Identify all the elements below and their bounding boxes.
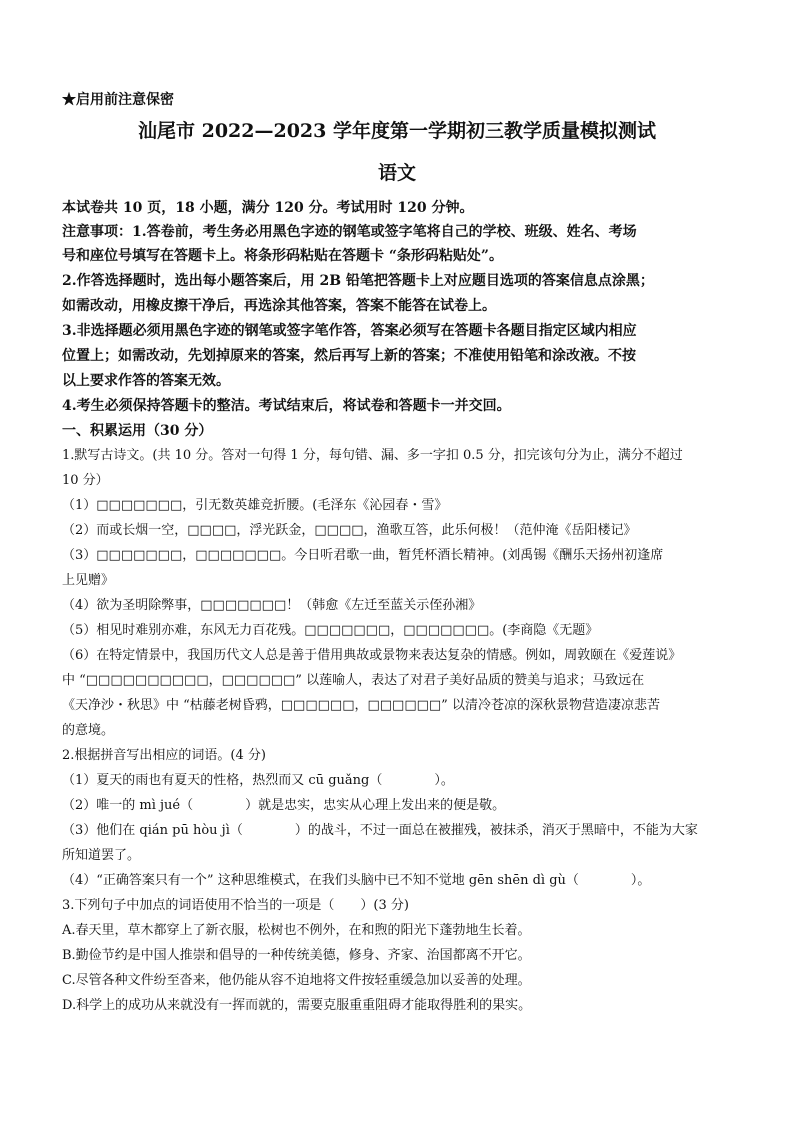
question-2-line: （2）唯一的 mì jué（ ）就是忠实，忠实从心理上发出来的便是敬。 bbox=[62, 798, 506, 813]
question-1-line: （5）相见时难别亦难，东风无力百花残。□□□□□□□，□□□□□□□。(李商隐《无题》 bbox=[62, 623, 599, 638]
instruction-line: 注意事项：1.答卷前，考生务必用黑色字迹的钢笔或签字笔将自己的学校、班级、姓名、考场 bbox=[62, 224, 637, 240]
choice-a: A.春天里，草木都穿上了新衣服，松树也不例外，在和煦的阳光下蓬勃地生长着。 bbox=[62, 923, 531, 938]
choice-d: D.科学上的成功从来就没有一挥而就的，需要克服重重阻碍才能取得胜利的果实。 bbox=[62, 998, 532, 1013]
question-3-line: 3.下列句子中加点的词语使用不恰当的一项是（ ）(3 分) bbox=[62, 898, 409, 913]
instruction-line: 2.作答选择题时，选出每小题答案后，用 2B 铅笔把答题卡上对应题目选项的答案信息点涂黑； bbox=[62, 273, 654, 289]
instruction-line: 以上要求作答的答案无效。 bbox=[62, 373, 230, 389]
question-1-line: 的意境。 bbox=[62, 723, 115, 738]
question-2-line: （4）“正确答案只有一个” 这种思维模式，在我们头脑中已不知不觉地 gēn shēn dì gù（ ）。 bbox=[62, 873, 651, 888]
question-1-line: （6）在特定情景中，我国历代文人总是善于借用典故或景物来表达复杂的情感。例如，周敦颐在《爱莲说》 bbox=[62, 648, 682, 663]
exam-title: 汕尾市 2022—2023 学年度第一学期初三教学质量模拟测试 bbox=[138, 120, 656, 142]
instruction-line: 位置上；如需改动，先划掉原来的答案，然后再写上新的答案；不准使用铅笔和涂改液。不按 bbox=[62, 348, 636, 364]
question-2-line: （3）他们在 qián pū hòu jì（ ）的战斗，不过一面总在被摧残，被抹杀，消灭于黑暗中，不能为大家 bbox=[62, 823, 698, 838]
question-1-line: 《天净沙・秋思》中 “枯藤老树昏鸦，□□□□□□，□□□□□□” 以清冷苍凉的深秋景物营造凄凉悲苦 bbox=[62, 698, 660, 713]
question-2-line: （1）夏天的雨也有夏天的性格，热烈而又 cū guǎng（ ）。 bbox=[62, 773, 454, 788]
question-1-line: 上见赠》 bbox=[62, 573, 115, 588]
question-1-line: 1.默写古诗文。(共 10 分。答对一句得 1 分，每句错、漏、多一字扣 0.5 分，扣完该句分为止，满分不超过 bbox=[62, 448, 683, 463]
question-1-line: （3）□□□□□□□，□□□□□□□。今日听君歌一曲，暂凭杯酒长精神。(刘禹锡《酬乐天扬州初逢席 bbox=[62, 548, 664, 563]
choice-b: B.勤俭节约是中国人推崇和倡导的一种传统美德，修身、齐家、治国都离不开它。 bbox=[62, 948, 531, 963]
question-2-line: 2.根据拼音写出相应的词语。(4 分) bbox=[62, 748, 266, 763]
question-1-line: 10 分） bbox=[62, 473, 109, 488]
instruction-line: 本试卷共 10 页，18 小题，满分 120 分。考试用时 120 分钟。 bbox=[62, 200, 474, 216]
confidential-label: ★启用前注意保密 bbox=[62, 92, 174, 108]
question-1-line: （4）欲为圣明除弊事，□□□□□□□！（韩愈《左迁至蓝关示侄孙湘》 bbox=[62, 598, 482, 613]
question-1-line: （1）□□□□□□□，引无数英雄竞折腰。(毛泽东《沁园春・雪》 bbox=[62, 498, 448, 513]
instruction-line: 3.非选择题必须用黑色字迹的钢笔或签字笔作答，答案必须写在答题卡各题目指定区域内相应 bbox=[62, 323, 637, 339]
instruction-line: 4.考生必须保持答题卡的整洁。考试结束后，将试卷和答题卡一并交回。 bbox=[62, 398, 511, 414]
question-1-line: （2）而或长烟一空，□□□□，浮光跃金，□□□□，渔歌互答，此乐何极！（范仲淹《岳阳楼记》 bbox=[62, 523, 637, 538]
question-2-line: 所知道罢了。 bbox=[62, 848, 141, 863]
question-1-line: 中 “□□□□□□□□□□，□□□□□□” 以莲喻人，表达了对君子美好品质的赞美与追求；马致远在 bbox=[62, 673, 645, 688]
instruction-line: 号和座位号填写在答题卡上。将条形码粘贴在答题卡 “条形码粘贴处”。 bbox=[62, 248, 503, 264]
subject-title: 语文 bbox=[377, 162, 416, 184]
choice-c: C.尽管各种文件纷至沓来，他仍能从容不迫地将文件按轻重缓急加以妥善的处理。 bbox=[62, 973, 531, 988]
section-heading: 一、积累运用（30 分） bbox=[62, 423, 213, 439]
instruction-line: 如需改动，用橡皮擦干净后，再选涂其他答案，答案不能答在试卷上。 bbox=[62, 298, 496, 314]
